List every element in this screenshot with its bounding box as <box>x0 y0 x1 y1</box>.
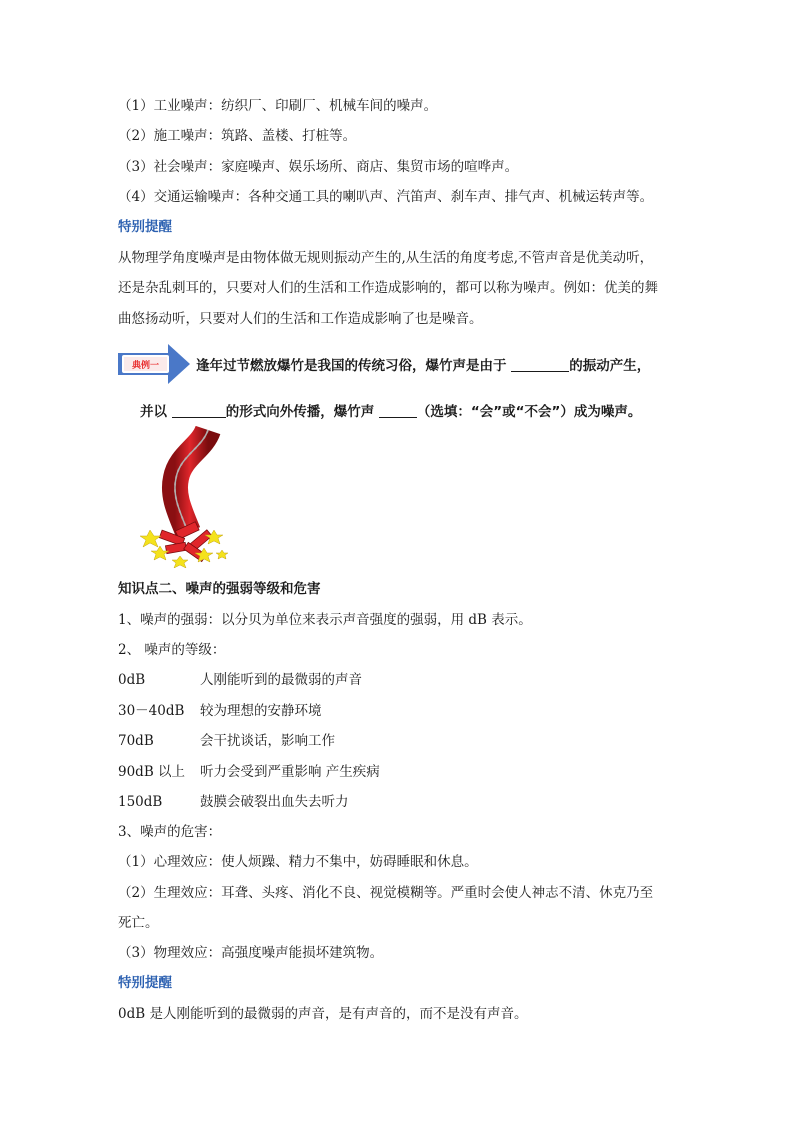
answer-blank-1[interactable] <box>511 358 569 372</box>
example-badge <box>118 344 190 384</box>
example-question-line-2: 并以 的形式向外传播，爆竹声 （选填：“会”或“不会”）成为噪声。 <box>140 404 642 420</box>
noise-type-social: （3）社会噪声：家庭噪声、娱乐场所、商店、集贸市场的喧哗声。 <box>118 159 519 175</box>
section2-item-3: 3、噪声的危害： <box>118 824 222 840</box>
answer-blank-3[interactable] <box>379 404 417 418</box>
tip-text-line-3: 曲悠扬动听，只要对人们的生活和工作造成影响了也是噪音。 <box>118 311 483 327</box>
harm-psychological: （1）心理效应：使人烦躁、精力不集中，妨碍睡眠和休息。 <box>118 854 478 870</box>
noise-type-traffic: （4）交通运输噪声：各种交通工具的喇叭声、汽笛声、刹车声、排气声、机械运转声等。 <box>118 189 654 205</box>
tip-heading-2: 特别提醒 <box>118 975 172 991</box>
example-badge-label: 典例一 <box>131 361 160 371</box>
example-question-line-1: 逢年过节燃放爆竹是我国的传统习俗，爆竹声是由于 的振动产生， <box>196 358 651 374</box>
noise-type-construction: （2）施工噪声：筑路、盖楼、打桩等。 <box>118 128 357 144</box>
section2-item-2: 2、 噪声的等级： <box>118 642 226 658</box>
harm-physiological-cont: 死亡。 <box>118 915 159 931</box>
harm-physical: （3）物理效应：高强度噪声能损坏建筑物。 <box>118 945 384 961</box>
noise-level-row: 150dB 鼓膜会破裂出血失去听力 <box>118 794 349 810</box>
tip-heading-1: 特别提醒 <box>118 219 172 235</box>
tip-text-line-1: 从物理学角度噪声是由物体做无规则振动产生的,从生活的角度考虑,不管声音是优美动听， <box>118 250 654 266</box>
noise-level-row: 70dB 会干扰谈话，影响工作 <box>118 733 335 749</box>
noise-level-row: 0dB 人刚能听到的最微弱的声音 <box>118 672 362 688</box>
noise-level-row: 30－40dB 较为理想的安静环境 <box>118 703 322 719</box>
noise-type-industrial: （1）工业噪声：纺织厂、印刷厂、机械车间的噪声。 <box>118 98 438 114</box>
answer-blank-2[interactable] <box>172 404 226 418</box>
harm-physiological: （2）生理效应：耳聋、头疼、消化不良、视觉模糊等。严重时会使人神志不清、休克乃至 <box>118 885 654 901</box>
firecracker-image <box>136 426 236 568</box>
section2-title: 知识点二、噪声的强弱等级和危害 <box>118 581 321 597</box>
tip-text-2: 0dB 是人刚能听到的最微弱的声音，是有声音的，而不是没有声音。 <box>118 1006 528 1022</box>
noise-level-row: 90dB 以上 听力会受到严重影响 产生疾病 <box>118 764 380 780</box>
arrow-badge-icon <box>118 344 190 384</box>
section2-item-1: 1、噪声的强弱：以分贝为单位来表示声音强度的强弱，用 dB 表示。 <box>118 612 532 628</box>
tip-text-line-2: 还是杂乱刺耳的，只要对人们的生活和工作造成影响的，都可以称为噪声。例如：优美的舞 <box>118 280 658 296</box>
